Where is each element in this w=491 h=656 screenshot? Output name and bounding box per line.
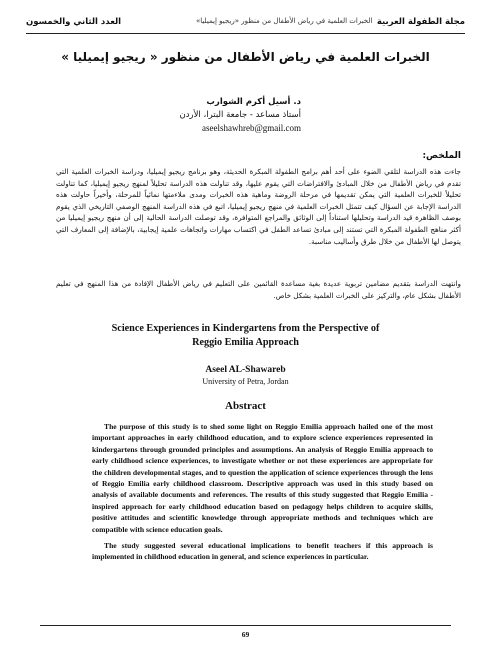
page-number: 69 [241, 630, 250, 639]
arabic-abstract [56, 166, 461, 247]
arabic-abstract-paragraph-2: وانتهت الدراسة بتقديم مضامين تربوية عديدة بغية مساعدة القائمين على التعليم في رياض الأطفال الإفادة من هذا المنهج في تعليم الأطفال بشكل عام، والتركيز على الخبرات العلمية بشكل خاص. [56, 279, 461, 300]
english-title-line-1: Science Experiences in Kindergartens from the Perspective of [111, 323, 380, 334]
issue-label: العدد الثاني والخمسون [26, 17, 122, 27]
english-affiliation: University of Petra, Jordan [202, 377, 289, 386]
arabic-abstract-heading: الملخص: [422, 151, 461, 161]
english-author-name: Aseel AL-Shawareb [205, 365, 286, 375]
header-divider [26, 33, 465, 34]
english-abstract-paragraph-2: The study suggested several educational implications to benefit teachers if this approach is implemented in childhood education in general, and science experiences in particular. [92, 541, 433, 562]
journal-name: مجلة الطفولة العربية [376, 17, 465, 27]
arabic-title: الخبرات العلمية في رياض الأطفال من منظور « ريجيو إيميليا » [61, 50, 430, 64]
english-title [60, 322, 431, 350]
arabic-abstract-conclusion [56, 278, 461, 301]
author-email: aseelshawhreb@gmail.com [201, 123, 301, 133]
english-abstract [92, 421, 433, 568]
footer-divider [40, 625, 451, 626]
arabic-abstract-paragraph-1: جاءت هذه الدراسة لتلقي الضوء على أحد أهم برامج الطفولة المبكرة الحديثة، وهو برنامج ريجيو إيميليا، ودراسة الخبرات العلمية التي تقدم في رياض الأطفال من خلال المبادئ والافتراضات التي يقوم عليها، وقد تناولت هذه الدراسة تحليلاً لمنهج ريجيو إيميليا، كما تناولت تحليلاً للخبرات العلمية التي يمكن تقديمها في مرحلة الروضة وماهية هذه الخبرات ومدى ملاءمتها نمائياً للمرحلة، وأخيراً حاولت هذه الدراسة الإجابة عن السؤال كيف تتمثل الخبرات العلمية في منهج ريجيو إيميليا، اتبع في هذه الدراسة المنهج الوصفي التاريخي الذي يقوم بوصف الظاهرة قيد الدراسة وتحليلها استناداً إلى الوثائق والمراجع المتوافرة، وقد توصلت الدراسة الحالية إلى أن منهج ريجيو إيميليا من أكثر مناهج الطفولة المبكرة التي تستند إلى مبادئ تساعد الطفل في اكتساب مهارات واتجاهات علمية إيجابية، بالإضافة إلى المعارف التي يتوصل لها الأطفال من خلال طرق وأساليب مناسبة. [56, 167, 461, 246]
running-title: الخبرات العلمية في رياض الأطفال من منظور «ريجيو إيميليا» [196, 17, 373, 25]
arabic-author-name: د. أسيل أكرم الشوارب [206, 97, 301, 107]
english-title-line-2: Reggio Emilia Approach [192, 337, 299, 348]
arabic-author-position: أستاذ مساعد - جامعة البترا، الأردن [179, 110, 301, 120]
english-abstract-paragraph-1: The purpose of this study is to shed some light on Reggio Emilia approach hailed one of the most important approaches in early childhood education, and to explore science experiences represented in kindergartens through grounded principles and assumptions. An analysis of Reggio Emilia approach to early childhood science experiences, to investigate whether or not these experiences are appropriate for the children developmental stages, and to question the application of science experiences through the lens of Reggio Emilia early childhood classroom. Descriptive approach was used in this study based on analysis of available documents and references. The results of this study suggested that Reggio Emilia - inspired approach for early childhood education based on pedagogy helps children to acquire skills, positive attitudes and scientific knowledge through appropriate methods and techniques which are compatible with science education goals. [92, 422, 433, 534]
arabic-author-block [101, 96, 301, 135]
english-abstract-heading: Abstract [225, 400, 266, 412]
running-header [26, 14, 465, 30]
